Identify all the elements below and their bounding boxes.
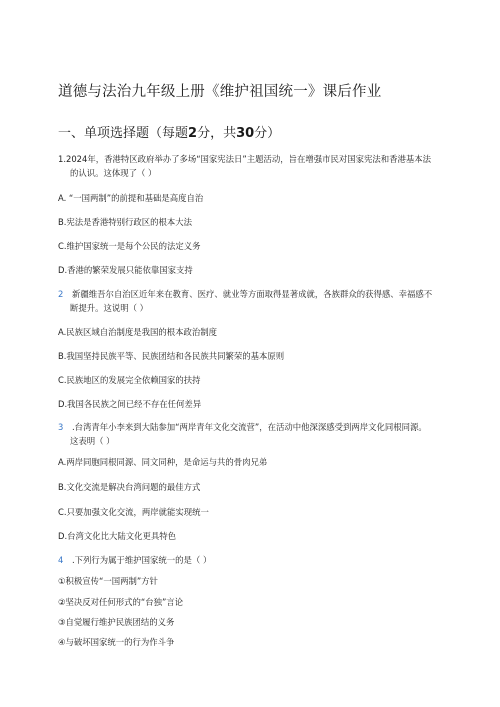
section-points-per-question: 2 bbox=[188, 126, 198, 141]
question-3-option-b: B.文化交流是解决台湾问题的最佳方式 bbox=[58, 482, 201, 492]
section-total-points: 30 bbox=[236, 126, 255, 141]
question-4-stem-text: .下列行为属于维护国家统一的是（ ） bbox=[72, 555, 212, 565]
question-2-option-c: C.民族地区的发展完全依赖国家的扶持 bbox=[58, 375, 201, 385]
question-3-number: 3 bbox=[58, 422, 64, 432]
question-2-stem-line1 bbox=[58, 288, 432, 300]
section-heading bbox=[58, 122, 280, 141]
question-3-stem-line1 bbox=[58, 421, 427, 433]
question-4-statement-3: ③自觉履行维护民族团结的义务 bbox=[58, 617, 175, 627]
question-2-stem-text: 新疆维吾尔自治区近年来在教育、医疗、就业等方面取得显著成就，各族群众的获得感、幸福感不 bbox=[72, 289, 433, 299]
question-1-option-c: C.维护国家统一是每个公民的法定义务 bbox=[58, 241, 201, 251]
question-4-stem bbox=[58, 554, 211, 566]
question-3-option-c: C.只要加强文化交流，两岸就能实现统一 bbox=[58, 507, 209, 517]
question-1-stem-line2: 的认识。这体现了（ ） bbox=[70, 168, 157, 178]
question-3-stem-text: .台湾青年小李来到大陆参加“两岸青年文化交流营”，在活动中他深深感受到两岸文化同根同源。 bbox=[72, 422, 427, 432]
question-3-stem-line2: 这表明（ ） bbox=[70, 436, 115, 446]
question-1-number: 1. bbox=[58, 154, 66, 164]
section-heading-prefix: 一、单项选择题（每题 bbox=[58, 126, 189, 141]
question-4-statement-1: ①积极宣传“一国两制”方针 bbox=[58, 576, 158, 586]
question-3-option-a: A.两岸同胞同根同源、同文同种，是命运与共的骨肉兄弟 bbox=[58, 457, 268, 467]
question-1-option-b: B.宪法是香港特别行政区的根本大法 bbox=[58, 217, 193, 227]
question-1-stem-line1 bbox=[58, 153, 431, 165]
question-3-option-d: D.台湾文化比大陆文化更具特色 bbox=[58, 531, 176, 541]
question-2-option-d: D.我国各民族之间已经不存在任何差异 bbox=[58, 399, 202, 409]
section-heading-suffix: 分） bbox=[254, 126, 281, 141]
document-title: 道德与法治九年级上册《维护祖国统一》课后作业 bbox=[58, 84, 382, 100]
question-2-stem-line2: 断提升。这说明（ ） bbox=[70, 303, 149, 313]
question-2-option-a: A.民族区域自治制度是我国的根本政治制度 bbox=[58, 327, 217, 337]
question-4-number: 4 bbox=[58, 555, 64, 565]
question-4-statement-4: ④与破坏国家统一的行为作斗争 bbox=[58, 637, 175, 647]
section-heading-mid: 分，共 bbox=[197, 126, 237, 141]
question-2-option-b: B.我国坚持民族平等、民族团结和各民族共同繁荣的基本原则 bbox=[58, 351, 285, 361]
question-2-number: 2 bbox=[58, 289, 64, 299]
question-4-statement-2: ②坚决反对任何形式的“台独”言论 bbox=[58, 597, 184, 607]
question-1-option-a: A. “一国两制”的前提和基础是高度自治 bbox=[58, 193, 204, 203]
question-1-stem-text: 2024年，香港特区政府举办了多场“国家宪法日”主题活动，旨在增强市民对国家宪法和香港基本法 bbox=[66, 154, 431, 164]
question-1-option-d: D.香港的繁荣发展只能依靠国家支持 bbox=[58, 265, 193, 275]
